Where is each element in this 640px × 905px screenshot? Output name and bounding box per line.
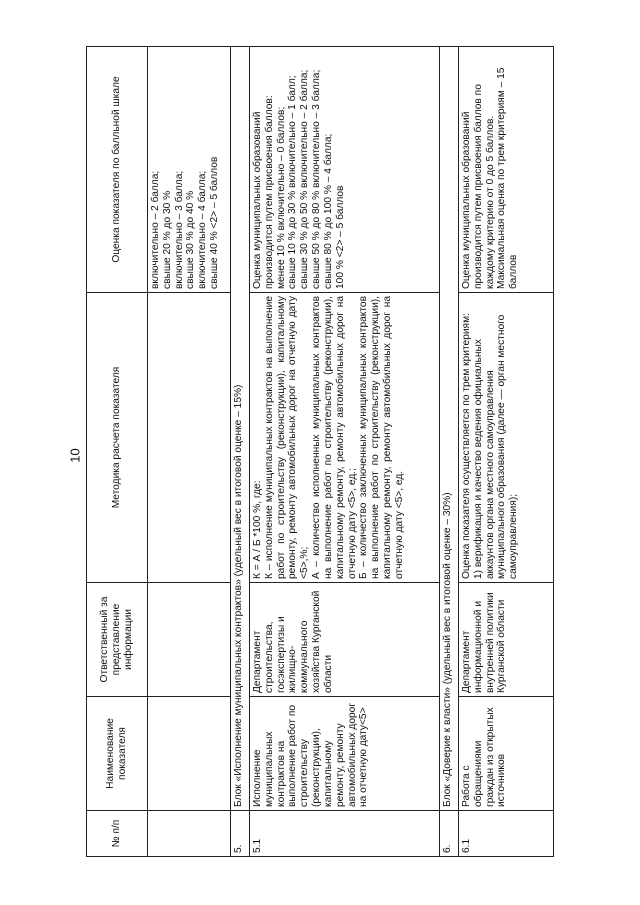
block-5-row xyxy=(231,47,250,857)
row-6-1-method: Оценка показателя осуществляется по трем критериям: 1) верификация и качество ведения официальных аккаунтов органа местного самоуправления муниципального образования (далее — орган местного самоуправления); xyxy=(459,293,554,583)
cont-name xyxy=(148,697,231,811)
row-5-1-method: К = А / Б *100 %, где: К – исполнение муниципальных контрактов на выполнение работ по строительству (реконструкции), капитальному ремонту, ремонту автомобильных дорог на отчетную дату <5>,%; А – количество исполненных муниципальных контрактов на выполнение работ по строительству (реконструкции), капитальному ремонту, ремонту автомобильных дорог на отчетную дату <5>, ед.; Б – количество заключенных муниципальных контрактов на выполнение работ по строительству (реконструкции), капитальному ремонту, ремонту автомобильных дорог на отчетную дату <5>, ед. xyxy=(250,293,440,583)
row-5-1 xyxy=(250,47,440,857)
page-number: 10 xyxy=(67,448,83,463)
block-5-num: 5. xyxy=(231,811,250,857)
row-6-1-score: Оценка муниципальных образований производится путем присвоения баллов по каждому критерию от 0 до 5 баллов. Максимальная оценка по трем критериям – 15 баллов xyxy=(459,47,554,293)
cont-num xyxy=(148,811,231,857)
row-6-1-name: Работа с обращениями граждан из открытых источников xyxy=(459,697,554,811)
header-responsible: Ответственный за представление информации xyxy=(87,583,148,697)
row-5-1-num: 5.1 xyxy=(250,811,440,857)
cont-responsible xyxy=(148,583,231,697)
header-score: Оценка показателя по балльной шкале xyxy=(87,47,148,293)
cont-method xyxy=(148,293,231,583)
header-row xyxy=(87,47,148,857)
indicators-table xyxy=(86,46,554,857)
rotated-table-page xyxy=(86,47,554,857)
row-5-1-name: Исполнение муниципальных контрактов на выполнение работ по строительству (реконструкции), капитальному ремонту, ремонту автомобильных дорог на отчетную дату<5> xyxy=(250,697,440,811)
block-6-row xyxy=(440,47,459,857)
continued-row xyxy=(148,47,231,857)
block-6-num: 6. xyxy=(440,811,459,857)
row-6-1-responsible: Департамент информационной и внутренней политики Курганской области xyxy=(459,583,554,697)
cont-score: включительно – 2 балла; свыше 20 % до 30 % включительно – 3 балла; свыше 30 % до 40 % включительно – 4 балла; свыше 40 % <2> – 5 баллов xyxy=(148,47,231,293)
row-5-1-score: Оценка муниципальных образований производится путем присвоения баллов: менее 10 % включительно – 0 баллов; свыше 10 % до 30 % включительно – 1 балл; свыше 30 % до 50 % включительно – 2 балла; свыше 50 % до 80 % включительно – 3 балла; свыше 80 % до 100 % – 4 балла; 100 % <2> – 5 баллов xyxy=(250,47,440,293)
block-5-title: Блок «Исполнение муниципальных контрактов» (удельный вес в итоговой оценке – 15%) xyxy=(231,47,250,811)
block-6-title: Блок «Доверие к власти» (удельный вес в итоговой оценке – 30%) xyxy=(440,47,459,811)
header-num: № п/п xyxy=(87,811,148,857)
header-method: Методика расчета показателя xyxy=(87,293,148,583)
header-name: Наименование показателя xyxy=(87,697,148,811)
row-5-1-responsible: Департамент строительства, госэкспертизы и жилищно-коммунального хозяйства Курганской области xyxy=(250,583,440,697)
row-6-1 xyxy=(459,47,554,857)
row-6-1-num: 6.1 xyxy=(459,811,554,857)
